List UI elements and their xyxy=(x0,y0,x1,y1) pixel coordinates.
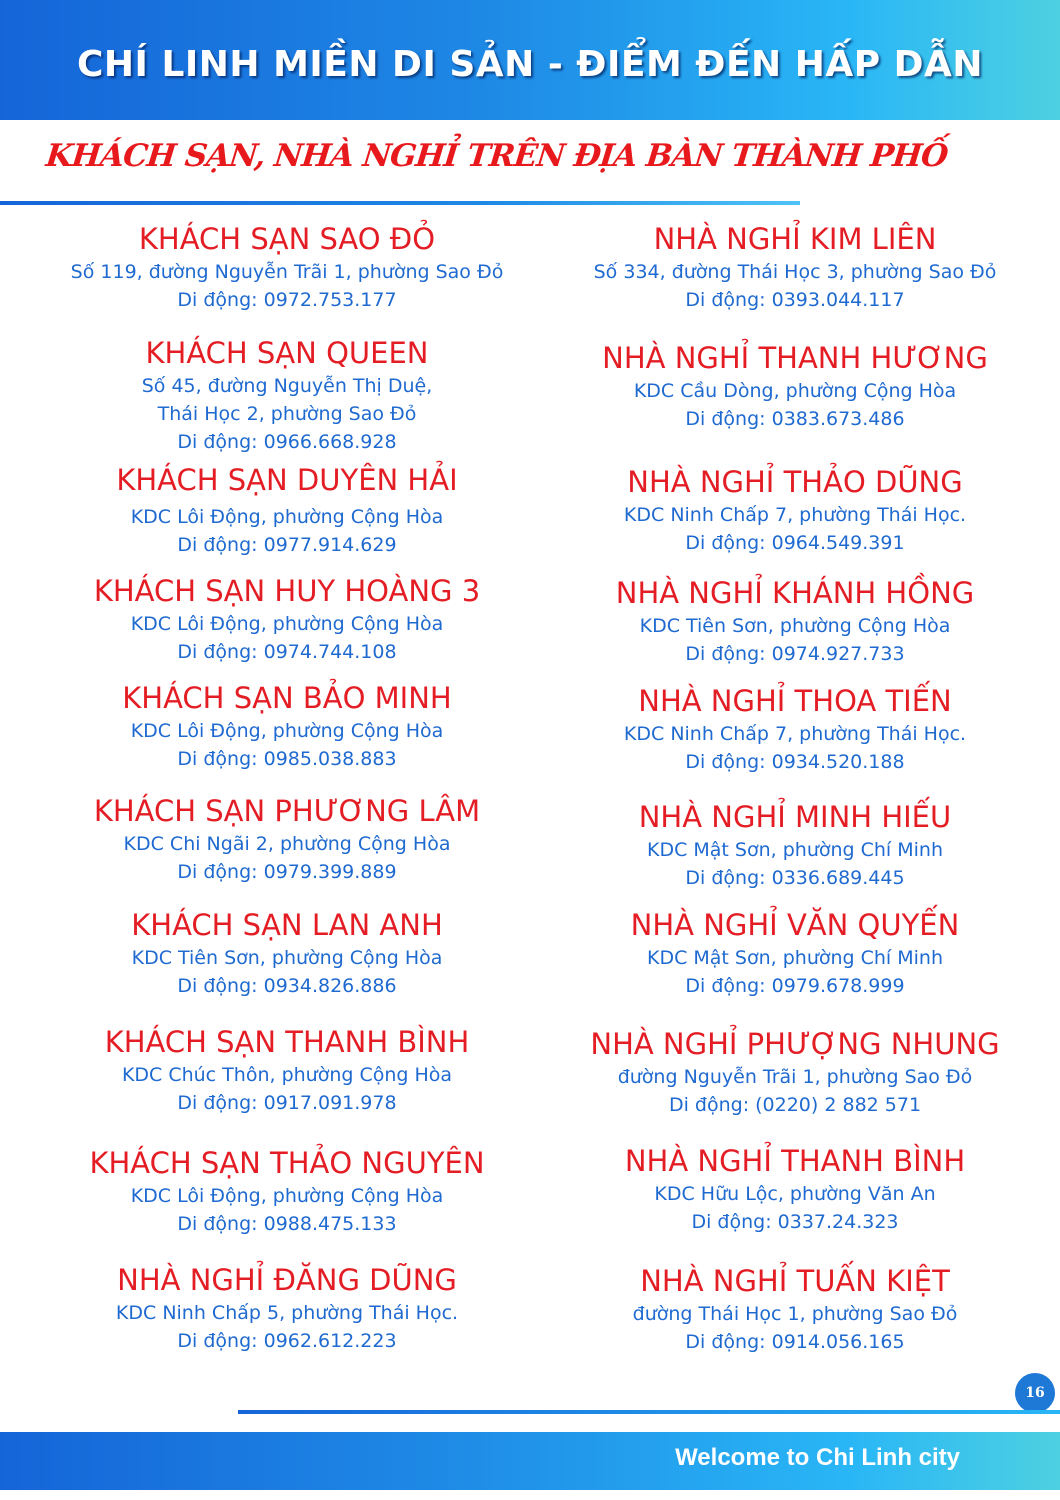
listing-address: KDC Lôi Động, phường Cộng Hòa xyxy=(130,613,444,635)
listing-name: KHÁCH SẠN PHƯƠNG LÂM xyxy=(93,794,481,828)
listing-phone: Di động: 0962.612.223 xyxy=(177,1330,397,1352)
listing-entry xyxy=(535,1025,1055,1119)
listing-phone: Di động: 0977.914.629 xyxy=(177,534,397,556)
listing-address: KDC Cầu Dòng, phường Cộng Hòa xyxy=(633,380,957,402)
listing-name: NHÀ NGHỈ ĐĂNG DŨNG xyxy=(117,1263,457,1297)
listing-phone: Di động: 0393.044.117 xyxy=(685,289,905,311)
listing-name: NHÀ NGHỈ THẢO DŨNG xyxy=(627,465,963,499)
listing-entry xyxy=(27,679,547,773)
listing-name: KHÁCH SẠN HUY HOÀNG 3 xyxy=(93,574,481,608)
listing-entry xyxy=(535,906,1055,1000)
listing-phone: Di động: 0974.744.108 xyxy=(177,641,397,663)
listing-address: đường Nguyễn Trãi 1, phường Sao Đỏ xyxy=(617,1066,973,1088)
listing-phone: Di động: 0988.475.133 xyxy=(177,1213,397,1235)
footer-divider xyxy=(238,1410,1060,1414)
listing-entry xyxy=(535,339,1055,433)
listing-address: KDC Ninh Chấp 7, phường Thái Học. xyxy=(623,723,967,745)
listing-entry xyxy=(535,798,1055,892)
listing-phone: Di động: 0979.399.889 xyxy=(177,861,397,883)
listing-address: KDC Ninh Chấp 5, phường Thái Học. xyxy=(115,1302,459,1324)
listing-name: NHÀ NGHỈ KIM LIÊN xyxy=(653,222,937,256)
listing-name: KHÁCH SẠN LAN ANH xyxy=(131,908,443,942)
listing-entry xyxy=(535,574,1055,668)
listing-address: KDC Tiên Sơn, phường Cộng Hòa xyxy=(131,947,443,969)
listing-name: NHÀ NGHỈ MINH HIẾU xyxy=(638,800,952,834)
listing-phone: Di động: 0336.689.445 xyxy=(685,867,905,889)
listing-address: Số 334, đường Thái Học 3, phường Sao Đỏ xyxy=(593,261,997,283)
listing-address: Thái Học 2, phường Sao Đỏ xyxy=(157,403,417,425)
listing-phone: Di động: 0934.520.188 xyxy=(685,751,905,773)
listing-name: KHÁCH SẠN THẢO NGUYÊN xyxy=(89,1146,485,1180)
listing-phone: Di động: 0964.549.391 xyxy=(685,532,905,554)
listing-address: KDC Lôi Động, phường Cộng Hòa xyxy=(130,506,444,528)
listing-name: NHÀ NGHỈ KHÁNH HỒNG xyxy=(615,576,975,610)
listing-entry xyxy=(535,463,1055,557)
listing-entry xyxy=(535,1262,1055,1356)
listing-phone: Di động: 0917.091.978 xyxy=(177,1092,397,1114)
section-divider xyxy=(0,201,800,205)
section-title: KHÁCH SẠN, NHÀ NGHỈ TRÊN ĐỊA BÀN THÀNH PHỐ xyxy=(44,138,950,174)
listing-address: KDC Hữu Lộc, phường Văn An xyxy=(654,1183,936,1205)
listing-entry xyxy=(535,1142,1055,1236)
listing-phone: Di động: 0974.927.733 xyxy=(685,643,905,665)
listing-address: đường Thái Học 1, phường Sao Đỏ xyxy=(632,1303,958,1325)
footer-text: Welcome to Chi Linh city xyxy=(675,1444,960,1471)
listing-address: KDC Mật Sơn, phường Chí Minh xyxy=(646,839,944,861)
header-banner xyxy=(0,0,1060,120)
listing-phone: Di động: 0383.673.486 xyxy=(685,408,905,430)
listing-entry xyxy=(27,1144,547,1238)
listing-name: KHÁCH SẠN THANH BÌNH xyxy=(104,1025,470,1059)
footer-banner xyxy=(0,1432,1060,1490)
listing-address: KDC Mật Sơn, phường Chí Minh xyxy=(646,947,944,969)
listing-phone: Di động: 0966.668.928 xyxy=(177,431,397,453)
listing-phone: Di động: 0337.24.323 xyxy=(691,1211,899,1233)
listing-address: KDC Tiên Sơn, phường Cộng Hòa xyxy=(639,615,951,637)
listing-address: KDC Lôi Động, phường Cộng Hòa xyxy=(130,1185,444,1207)
listing-name: KHÁCH SẠN BẢO MINH xyxy=(122,681,452,715)
listing-phone: Di động: 0972.753.177 xyxy=(177,289,397,311)
listing-address: KDC Chi Ngãi 2, phường Cộng Hòa xyxy=(123,833,451,855)
listing-entry xyxy=(27,1261,547,1355)
page-title: CHÍ LINH MIỀN DI SẢN - ĐIỂM ĐẾN HẤP DẪN xyxy=(76,44,984,85)
listing-phone: Di động: 0914.056.165 xyxy=(685,1331,905,1353)
listing-phone: Di động: (0220) 2 882 571 xyxy=(668,1094,922,1116)
listing-address: KDC Chúc Thôn, phường Cộng Hòa xyxy=(121,1064,453,1086)
listing-name: KHÁCH SẠN SAO ĐỎ xyxy=(138,222,436,256)
listing-name: KHÁCH SẠN DUYÊN HẢI xyxy=(116,463,458,497)
listing-name: NHÀ NGHỈ TUẤN KIỆT xyxy=(640,1264,950,1298)
listing-entry xyxy=(27,334,547,456)
listing-entry xyxy=(27,220,547,314)
listing-address: Số 45, đường Nguyễn Thị Duệ, xyxy=(141,375,433,397)
listing-entry xyxy=(27,572,547,666)
listing-entry xyxy=(535,220,1055,314)
page-number: 16 xyxy=(1015,1373,1055,1413)
listing-entry xyxy=(27,1023,547,1117)
listing-name: NHÀ NGHỈ THANH HƯƠNG xyxy=(602,341,988,375)
listing-address: KDC Ninh Chấp 7, phường Thái Học. xyxy=(623,504,967,526)
listing-phone: Di động: 0979.678.999 xyxy=(685,975,905,997)
listing-phone: Di động: 0934.826.886 xyxy=(177,975,397,997)
listing-name: NHÀ NGHỈ PHƯỢNG NHUNG xyxy=(590,1027,1000,1061)
listing-phone: Di động: 0985.038.883 xyxy=(177,748,397,770)
listing-address: Số 119, đường Nguyễn Trãi 1, phường Sao Đỏ xyxy=(70,261,504,283)
listing-name: KHÁCH SẠN QUEEN xyxy=(145,336,429,370)
listing-address: KDC Lôi Động, phường Cộng Hòa xyxy=(130,720,444,742)
listing-entry xyxy=(27,792,547,886)
listing-name: NHÀ NGHỈ THOA TIẾN xyxy=(638,684,952,718)
listing-name: NHÀ NGHỈ THANH BÌNH xyxy=(624,1144,966,1178)
listing-entry xyxy=(27,461,547,559)
listing-entry xyxy=(27,906,547,1000)
listing-entry xyxy=(535,682,1055,776)
listing-name: NHÀ NGHỈ VĂN QUYẾN xyxy=(630,908,960,942)
